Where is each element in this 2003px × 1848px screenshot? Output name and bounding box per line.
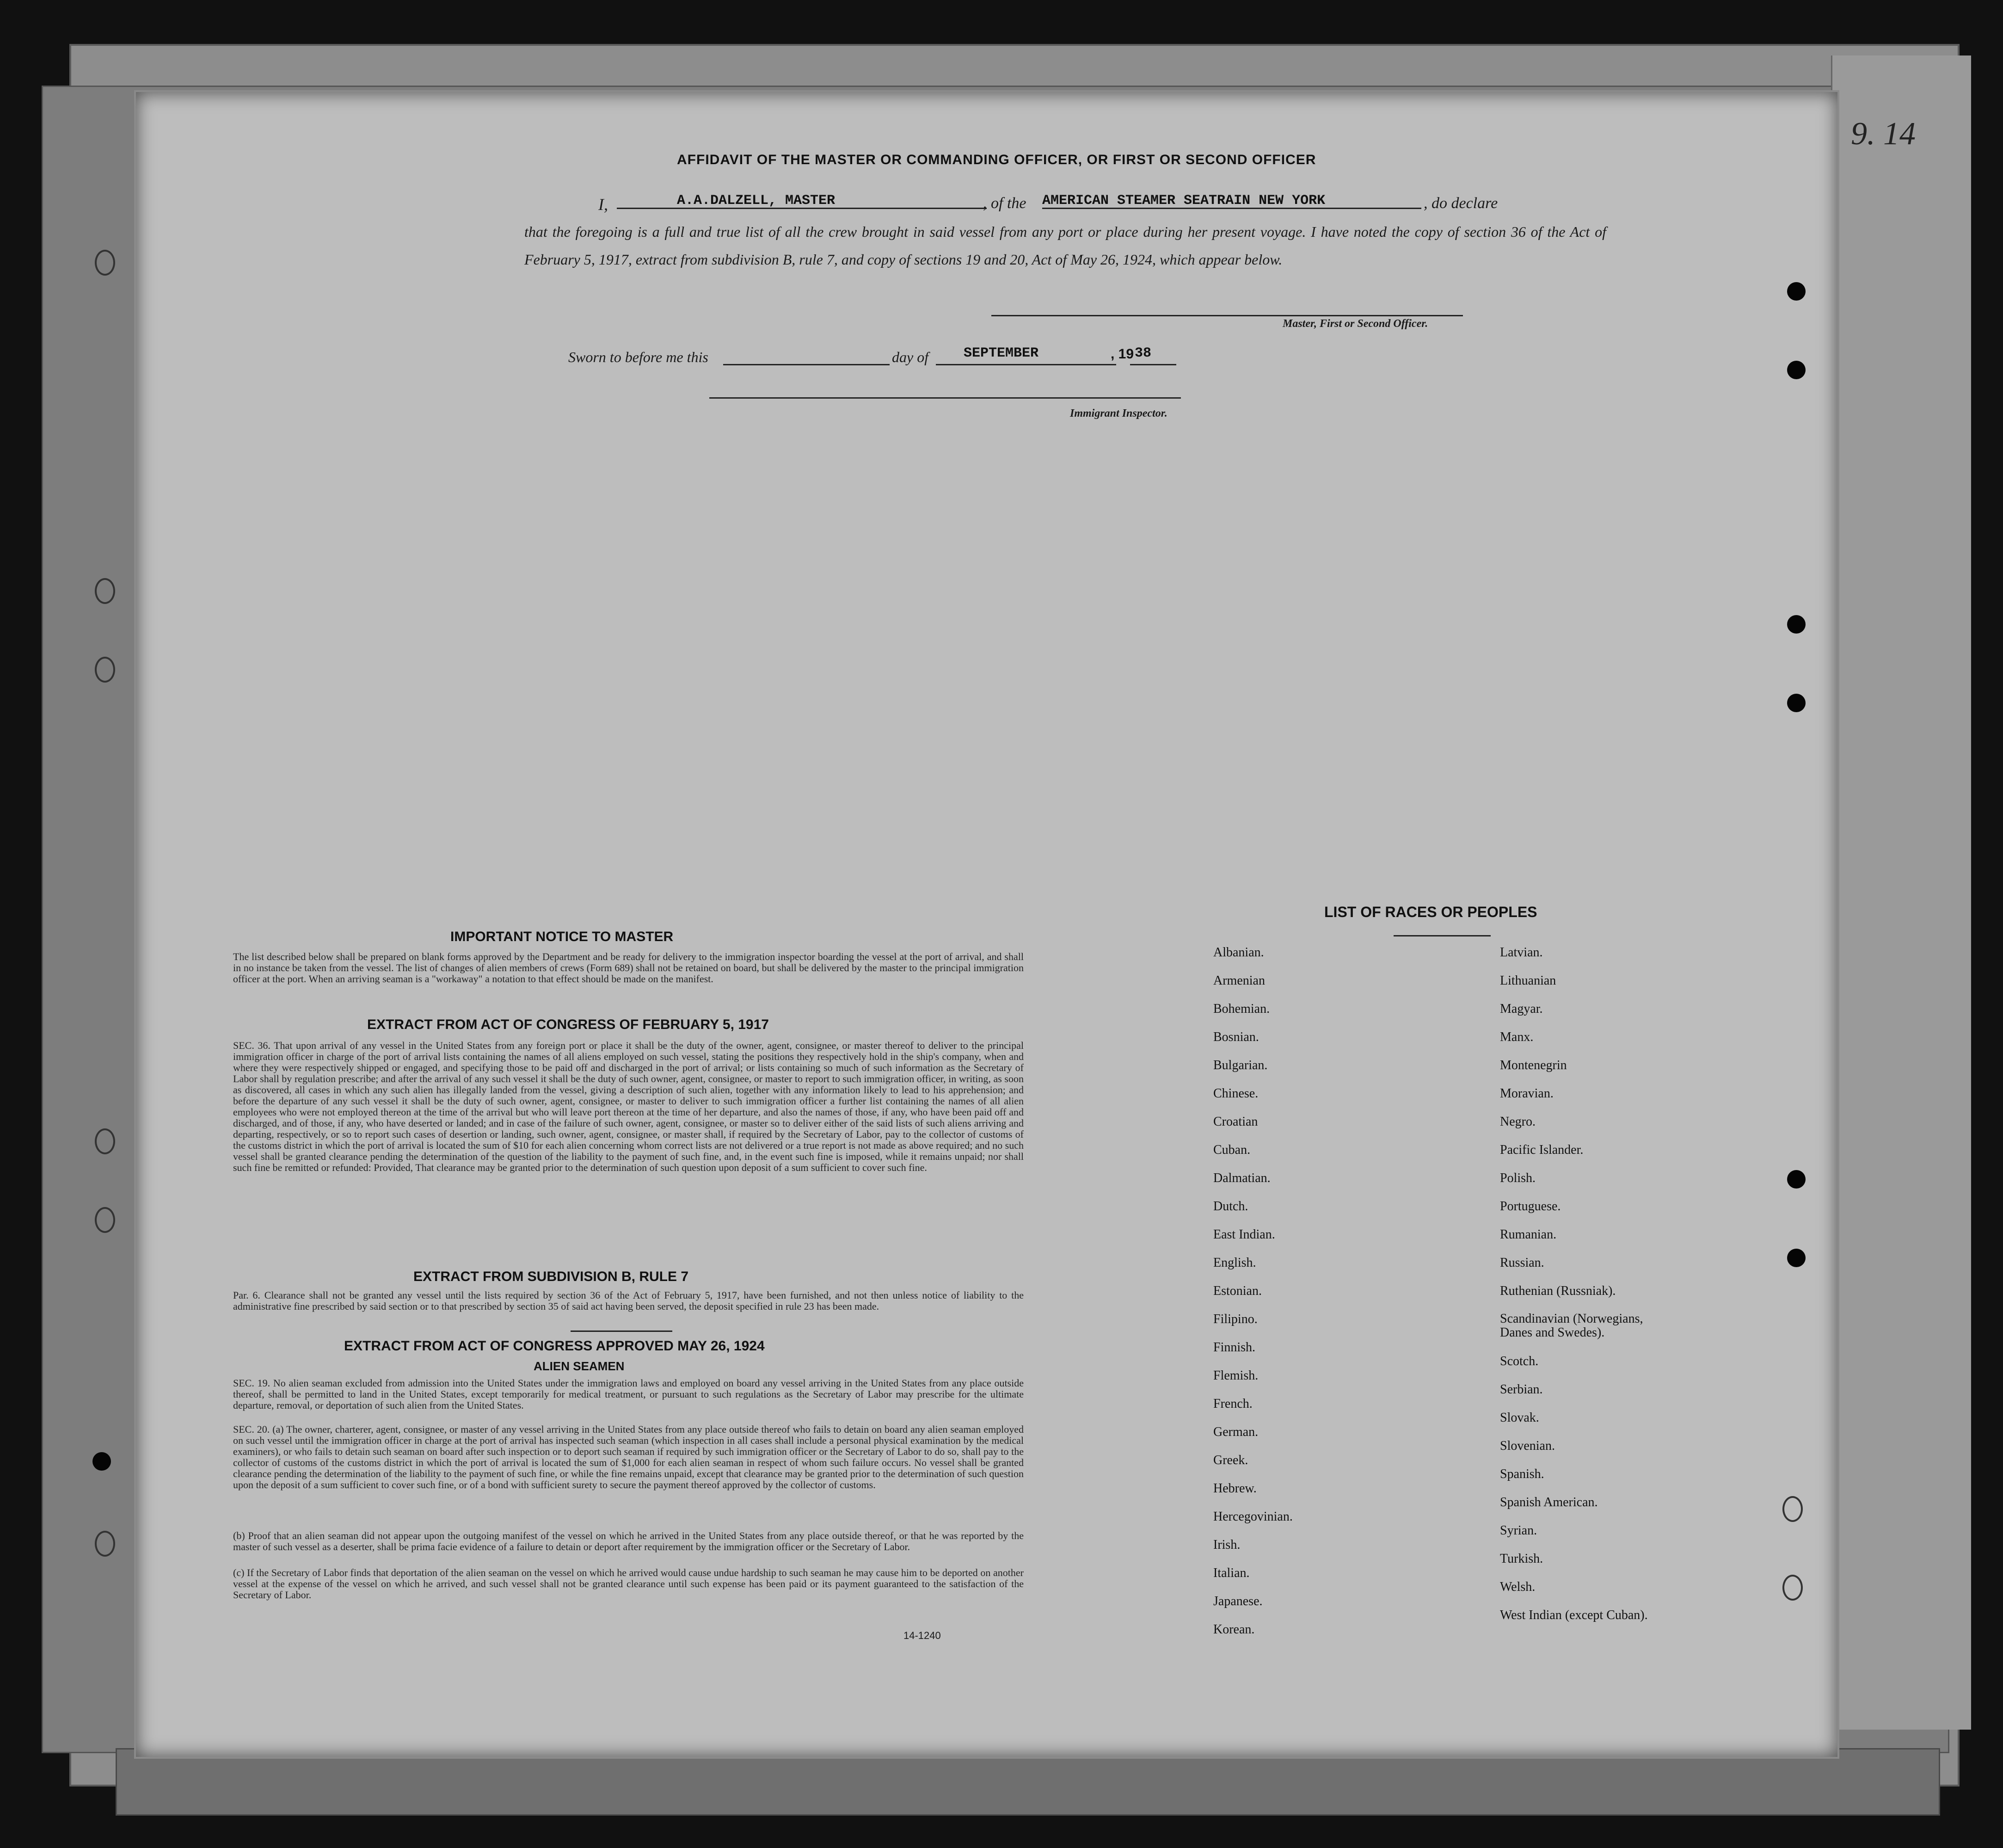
race-item: Armenian [1213,973,1265,988]
extract-1917-title: EXTRACT FROM ACT OF CONGRESS OF FEBRUARY 5, 1917 [367,1017,769,1032]
race-item: German. [1213,1425,1259,1439]
binder-hole [1787,1170,1806,1189]
race-item: Chinese. [1213,1086,1259,1101]
inspector-caption: Immigrant Inspector. [1070,407,1167,419]
race-item: Russian. [1500,1256,1544,1270]
rule7-title: EXTRACT FROM SUBDIVISION B, RULE 7 [413,1269,689,1284]
race-item: Turkish. [1500,1552,1543,1566]
race-item: Moravian. [1500,1086,1554,1101]
binder-ring [95,578,115,604]
race-item: Dalmatian. [1213,1171,1271,1185]
race-item: Cuban. [1213,1143,1251,1157]
sec20c-text: (c) If the Secretary of Labor finds that deportation of the alien seaman on the vessel on which he arrived would cause undue hardship to such seaman he may cause him to be deported on another vessel at the expense of the vessel on which he arrived, and such vessel shall not be granted clearance until such expense has been paid or its payment guaranteed to the satisfaction of the Secretary of Labor. [233,1567,1024,1601]
binder-ring [1782,1496,1803,1522]
race-item: Irish. [1213,1538,1241,1552]
race-item: Pacific Islander. [1500,1143,1584,1157]
sworn-day-line [723,364,890,365]
signature-line [991,315,1463,316]
race-item: French. [1213,1397,1253,1411]
affidavit-i: I, [598,195,608,214]
race-item: Spanish American. [1500,1495,1598,1509]
races-divider [1394,935,1491,936]
day-of-text: day of [892,349,929,365]
year-prefix: , 19 [1111,346,1134,362]
binder-hole [1787,282,1806,301]
notice-title: IMPORTANT NOTICE TO MASTER [450,929,674,944]
race-item: Rumanian. [1500,1227,1557,1242]
vessel-name: AMERICAN STEAMER SEATRAIN NEW YORK [1042,193,1326,209]
race-item: Welsh. [1500,1580,1536,1594]
sec19-text: SEC. 19. No alien seaman excluded from admission into the United States under the immigration laws and employed on board any vessel arriving in the United States from any place outside thereof, shall be permitted to land in the United States, except temporarily for medical treatment, or pursuant to such regulations as the Secretary of Labor may prescribe for the ultimate departure, removal, or deportation of such alien from the United States. [233,1377,1024,1411]
race-item: Magyar. [1500,1002,1543,1016]
affidavit-body: that the foregoing is a full and true list of all the crew brought in said vessel from any port or place during her present voyage. I have noted the copy of section 36 of the Act of February 5, 1917, extract from subdivision B, rule 7, and copy of sections 19 and 20, Act of May 26, 1924, which appear below. [524,223,1606,268]
binder-hole [1787,1249,1806,1267]
binder-ring [95,250,115,276]
race-item: Japanese. [1213,1594,1263,1608]
race-item: Hebrew. [1213,1481,1257,1496]
race-item: Korean. [1213,1622,1255,1637]
race-item: Filipino. [1213,1312,1258,1326]
race-item: Hercegovinian. [1213,1509,1293,1524]
binder-hole [92,1452,111,1471]
race-item: Ruthenian (Russniak). [1500,1284,1616,1298]
binder-hole [1787,694,1806,712]
race-item: Scotch. [1500,1354,1539,1368]
rule7-divider [571,1331,672,1332]
race-item: Flemish. [1213,1368,1259,1383]
notice-text: The list described below shall be prepared on blank forms approved by the Department and be ready for delivery to the immigration inspector boarding the vessel at the port of arrival, and shall in no instance be taken from the vessel. The list of changes of alien members of crews (Form 689) shall not be retained on board, but shall be delivered by the master to the principal immigration officer at the port. When an arriving seaman is a "workaway" a notation to that effect should be made on the manifest. [233,951,1024,985]
alien-seamen-subtitle: ALIEN SEAMEN [534,1359,625,1373]
rule7-text: Par. 6. Clearance shall not be granted any vessel until the lists required by section 36 of the Act of February 5, 1917, have been furnished, and not then unless notice of liability to the administrative fine prescribed by said section or to that prescribed by section 35 of said act having been served, the deposit specified in rule 23 has been made. [233,1289,1024,1312]
extract-1917-text: SEC. 36. That upon arrival of any vessel in the United States from any foreign port or place it shall be the duty of the owner, agent, consignee, or master thereof to deliver to the principal immigration officer in charge of the port of arrival lists containing the names of all aliens employed on such vessel, stating the positions they respectively hold in the ship's company, when and where they were respectively shipped or engaged, and specifying those to be paid off and discharged in the port of arrival; or lists containing so much of such information as the Secretary of Labor shall by regulation prescribe; and after the arrival of any such vessel it shall be the duty of such owner, agent, consignee, or master to report to such immigration officer, in writing, as soon as discovered, all cases in which any such alien has illegally landed from the vessel, giving a description of such alien, together with any information likely to lead to his apprehension; and before the departure of any such vessel it shall be the duty of such owner, agent, consignee, or master to deliver to such immigration officer a further list containing the names of all alien employees who were not employed thereon at the time of the arrival but who will leave port thereon at the time of her departure, and also the names of those, if any, who have been paid off and discharged, and of those, if any, who have deserted or landed; and in case of the failure of such owner, agent, consignee, or master so to deliver either of the said lists of such aliens arriving and departing, respectively, or so to report such cases of desertion or landing, such owner, agent, consignee, or master shall, if required by the Secretary of Labor, pay to the collector of customs of the customs district in which the port of arrival is located the sum of $10 for each alien concerning whom correct lists are not delivered or a true report is not made as above required; and no such vessel shall be granted clearance pending the determination of the question of the liability to the payment of such fine, and, in the event such fine is imposed, while it remains unpaid; nor shall such fine be remitted or refunded: Provided, That clearance may be granted prior to the determination of such question upon deposit of a sum sufficient to cover such fine. [233,1040,1024,1173]
sec20a-text: SEC. 20. (a) The owner, charterer, agent, consignee, or master of any vessel arriving in the United States from any place outside thereof who fails to detain on board any alien seaman employed on such vessel until the immigration officer in charge at the port of arrival has inspected such seaman (which inspection in all cases shall include a personal physical examination by the medical examiners), or who fails to detain such seaman on board after such inspection or to deport such seaman if required by such immigration officer or the Secretary of Labor to do so, shall pay to the collector of customs of the customs district in which the port of arrival is located the sum of $1,000 for each alien seaman in respect of whom such failure occurs. No vessel shall be granted clearance pending the determination of the liability to the payment of such fine, or while the fine remains unpaid, except that clearance may be granted prior to the determination of such question upon the deposit of a sum sufficient to cover such fine, or of a bond with sufficient surety to secure the payment thereof approved by the collector of customs. [233,1423,1024,1491]
race-item: Latvian. [1500,945,1543,960]
race-item: Italian. [1213,1566,1250,1580]
binder-ring [95,657,115,683]
year-suffix: 38 [1135,345,1152,361]
race-item: Serbian. [1500,1382,1543,1397]
race-item: Slovenian. [1500,1439,1555,1453]
margin-note: 9. 14 [1851,116,1916,152]
race-item: Polish. [1500,1171,1536,1185]
race-item: Bosnian. [1213,1030,1259,1044]
sec20b-text: (b) Proof that an alien seaman did not appear upon the outgoing manifest of the vessel on which he arrived in the United States from any place outside thereof, or that he was reported by the master of such vessel as a deserter, shall be prima facie evidence of a failure to detain or deport after requirement by the immigration officer or the Secretary of Labor. [233,1530,1024,1552]
race-item: Bohemian. [1213,1002,1270,1016]
right-page-edge [1831,55,1971,1730]
binder-hole [1787,361,1806,379]
binder-ring [1782,1575,1803,1601]
binder-ring [95,1207,115,1233]
race-item: West Indian (except Cuban). [1500,1608,1648,1622]
race-item: English. [1213,1256,1256,1270]
race-item: Estonian. [1213,1284,1262,1298]
binder-ring [95,1531,115,1557]
race-item: Montenegrin [1500,1058,1567,1072]
race-item: Finnish. [1213,1340,1256,1355]
affidavit-of-the: , of the [983,195,1026,212]
form-number: 14-1240 [903,1630,941,1641]
binder-hole [1787,615,1806,634]
race-item: Scandinavian (Norwegians, Danes and Swedes). [1500,1312,1643,1340]
sworn-text: Sworn to before me this [568,349,708,365]
sworn-month: SEPTEMBER [964,345,1039,361]
race-item: Portuguese. [1500,1199,1561,1214]
manifest-page [134,90,1839,1759]
race-item: Manx. [1500,1030,1534,1044]
extract-1924-title: EXTRACT FROM ACT OF CONGRESS APPROVED MAY 26, 1924 [344,1338,765,1354]
race-item: Albanian. [1213,945,1264,960]
race-item: Syrian. [1500,1523,1537,1538]
inspector-line [709,397,1181,399]
affidavit-title: AFFIDAVIT OF THE MASTER OR COMMANDING OFFICER, OR FIRST OR SECOND OFFICER [677,152,1316,167]
binder-ring [95,1128,115,1154]
master-name: A.A.DALZELL, MASTER [677,193,836,209]
race-item: Lithuanian [1500,973,1556,988]
affidavit-do-declare: , do declare [1424,195,1498,212]
race-item: Spanish. [1500,1467,1544,1481]
race-item: Greek. [1213,1453,1248,1467]
race-item: Croatian [1213,1115,1258,1129]
races-title: LIST OF RACES OR PEOPLES [1324,904,1537,920]
race-item: East Indian. [1213,1227,1275,1242]
signature-caption: Master, First or Second Officer. [1283,318,1428,330]
race-item: Dutch. [1213,1199,1248,1214]
race-item: Bulgarian. [1213,1058,1268,1072]
month-line [936,364,1116,365]
race-item: Slovak. [1500,1411,1539,1425]
year-line [1130,364,1176,365]
race-item: Negro. [1500,1115,1536,1129]
